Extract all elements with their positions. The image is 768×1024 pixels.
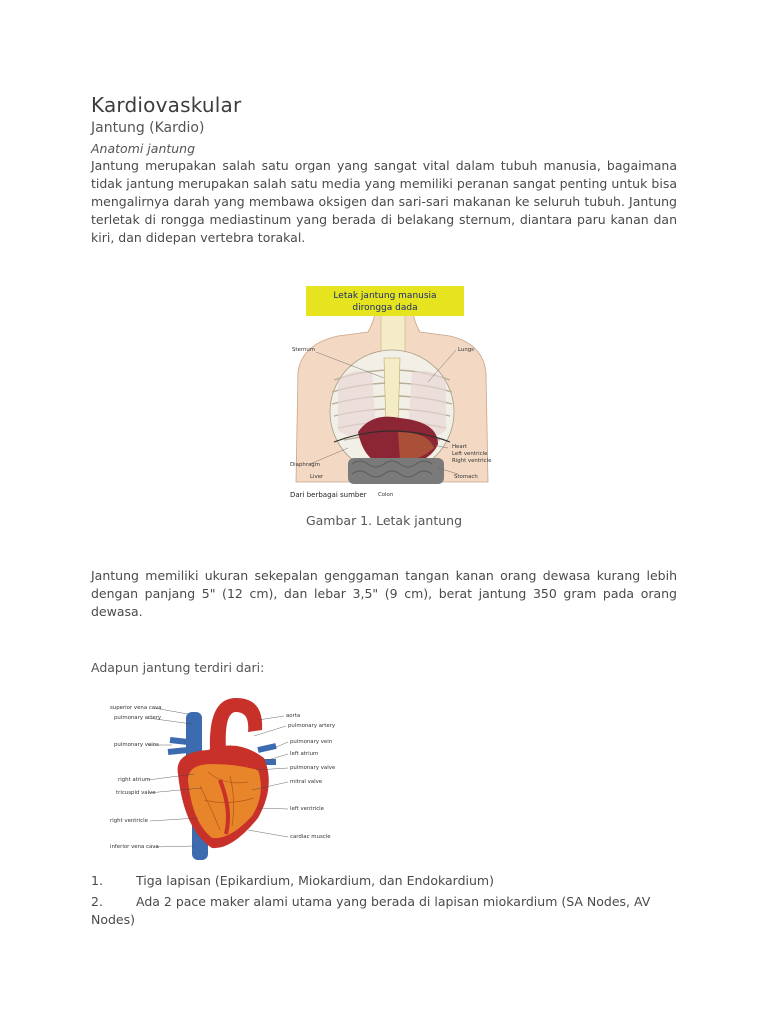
figure-1-caption: Gambar 1. Letak jantung	[305, 513, 463, 528]
list-item-number: 1.	[91, 873, 103, 888]
label-pulmonary-artery-left: pulmonary artery	[114, 715, 162, 721]
doc-title: Kardiovaskular	[91, 93, 242, 117]
label-colon: Colon	[378, 492, 394, 498]
chest-illustration	[288, 282, 498, 504]
label-inferior-vena-cava: inferior vena cava	[110, 844, 159, 850]
list-item-number: 2.	[91, 894, 103, 909]
list-item	[91, 872, 677, 890]
label-left-ventricle: left ventricle	[290, 806, 324, 812]
label-cardiac-muscle: cardiac muscle	[290, 834, 331, 840]
label-diaphragm: Diaphragm	[290, 462, 320, 468]
list-item-text: Ada 2 pace maker alami utama yang berada di lapisan miokardium (SA Nodes, AV Nodes)	[91, 894, 651, 927]
label-pulmonary-veins: pulmonary veins	[114, 742, 159, 748]
label-lungs: Lungs	[458, 347, 474, 353]
label-left-atrium: left atrium	[290, 751, 319, 757]
label-liver: Liver	[310, 474, 324, 480]
label-mitral-valve: mitral valve	[290, 779, 323, 785]
label-stomach: Stomach	[454, 474, 478, 480]
label-superior-vena-cava: superior vena cava	[110, 705, 162, 711]
list-item-text: Tiga lapisan (Epikardium, Miokardium, dan Endokardium)	[136, 873, 494, 888]
figure-source: Dari berbagai sumber	[290, 491, 367, 499]
label-right-ventricle: Right ventricle	[452, 458, 492, 464]
banner-line-2: dirongga dada	[352, 303, 418, 313]
paragraph-anatomy: Jantung merupakan salah satu organ yang sangat vital dalam tubuh manusia, bagaimana tidak jantung merupakan salah satu media yang memiliki peranan sangat penting untuk bisa mengalirnya darah yang membawa oksigen dan sari-sari makanan ke seluruh tubuh. Jantung terletak di rongga mediastinum yang berada di belakang sternum, diantara paru kanan dan kiri, dan didepan vertebra torakal.	[91, 158, 677, 245]
label-tricuspid-valve: tricuspid valve	[116, 790, 156, 796]
label-pulmonary-valve: pulmonary valve	[290, 765, 336, 771]
label-aorta: aorta	[286, 713, 301, 719]
paragraph-size: Jantung memiliki ukuran sekepalan genggaman tangan kanan orang dewasa kurang lebih dengan panjang 5" (12 cm), dan lebar 3,5" (9 cm), berat jantung 350 gram pada orang dewasa.	[91, 568, 677, 619]
label-left-ventricle: Left ventricle	[452, 451, 488, 457]
banner-line-1: Letak jantung manusia	[333, 291, 437, 301]
list-item	[91, 893, 677, 929]
doc-subtitle: Jantung (Kardio)	[91, 120, 205, 136]
document-header	[91, 92, 677, 247]
heart-anatomy-illustration	[108, 690, 354, 862]
section-heading: Anatomi jantung	[91, 141, 196, 156]
label-sternum: Sternum	[292, 347, 316, 353]
label-heart: Heart	[452, 444, 468, 450]
label-pulmonary-vein: pulmonary vein	[290, 739, 333, 745]
label-right-ventricle: right ventricle	[110, 818, 148, 824]
label-pulmonary-artery-right: pulmonary artery	[288, 723, 336, 729]
paragraph-intro-list: Adapun jantung terdiri dari:	[91, 660, 265, 675]
label-right-atrium: right atrium	[118, 777, 151, 783]
